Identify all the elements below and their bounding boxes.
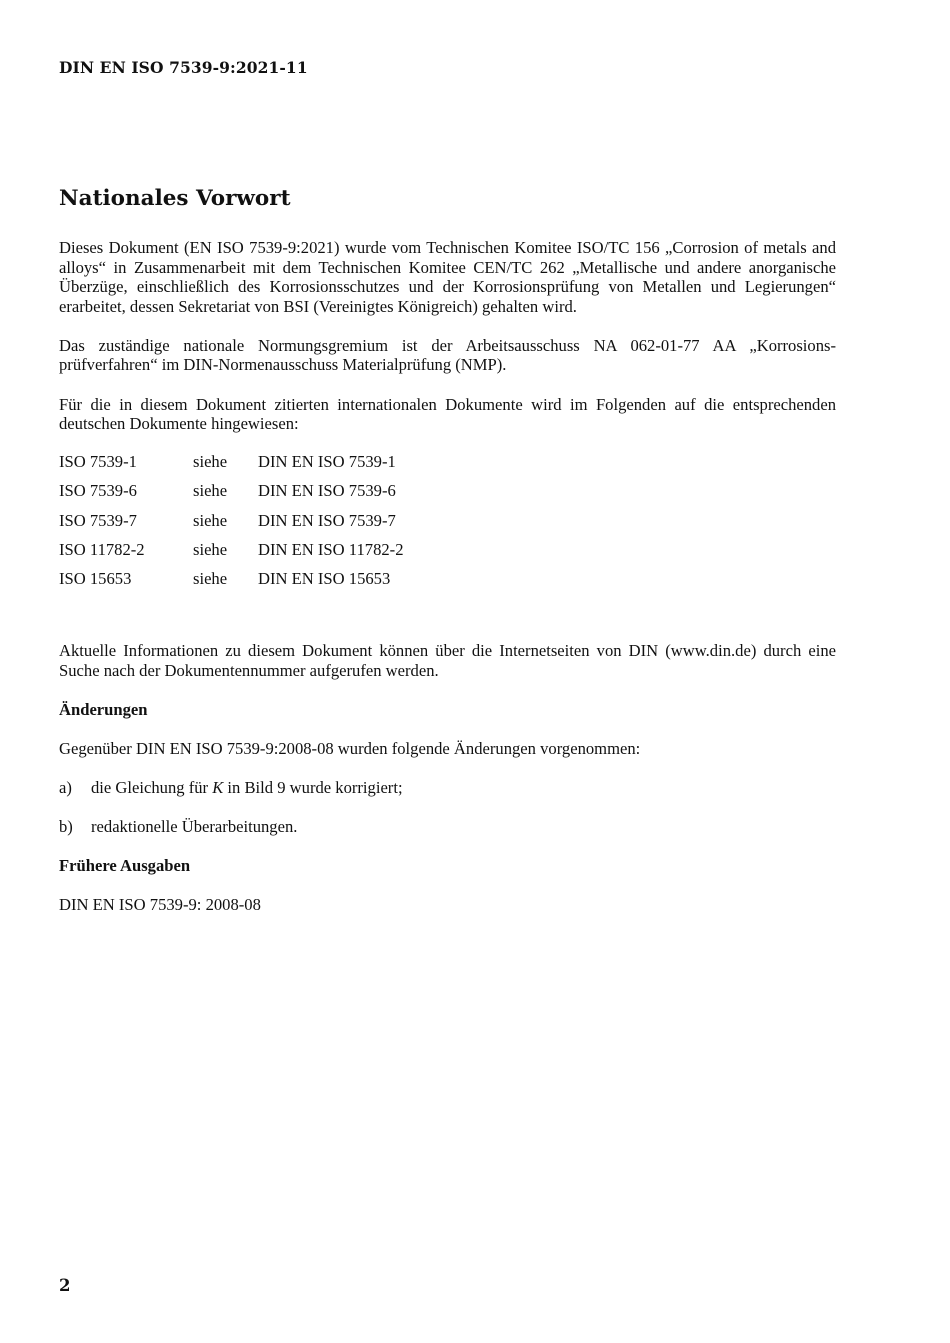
list-item <box>59 778 836 798</box>
symbol-k: K <box>212 778 224 798</box>
intro-paragraph: Dieses Dokument (EN ISO 7539-9:2021) wurde vom Technischen Komitee ISO/TC 156 „Corrosion of metals and alloys“ in Zusammenarbeit mit dem Technischen Komitee CEN/TC 262 „Metallische und andere anorganische Überzüge, einschließlich des Korrosionsschutzes und der Korrosionsprüfung von Metallen und Legierungen“ erarbeitet, dessen Sekretariat von BSI (Vereinigtes Königreich) gehalten wird. <box>59 238 836 316</box>
committee-paragraph: Das zuständige nationale Normungsgremium ist der Arbeitsausschuss NA 062-01-77 AA „Korrosions-prüfverfahren“ im DIN-Normenausschuss Materialprüfung (NMP). <box>59 335 836 375</box>
see-label: siehe <box>193 452 228 472</box>
document-header: DIN EN ISO 7539-9:2021-11 <box>59 58 308 77</box>
reference-table <box>59 452 404 598</box>
iso-reference: ISO 7539-6 <box>59 481 137 501</box>
table-row <box>59 569 404 598</box>
table-row <box>59 452 404 481</box>
din-reference: DIN EN ISO 11782-2 <box>258 539 404 559</box>
table-row <box>59 540 404 569</box>
iso-reference: ISO 11782-2 <box>59 539 145 559</box>
table-row <box>59 511 404 540</box>
see-label: siehe <box>193 539 228 559</box>
din-reference: DIN EN ISO 7539-7 <box>258 510 396 530</box>
din-reference: DIN EN ISO 15653 <box>258 569 391 588</box>
changes-heading: Änderungen <box>59 699 148 719</box>
table-row <box>59 481 404 510</box>
info-paragraph: Aktuelle Informationen zu diesem Dokument können über die Internetseiten von DIN (www.din.de) durch eine Suche nach der Dokumentennummer aufgerufen werden. <box>59 641 836 680</box>
iso-reference: ISO 7539-1 <box>59 452 137 472</box>
main-content <box>59 238 836 915</box>
previous-editions-text: DIN EN ISO 7539-9: 2008-08 <box>59 895 261 915</box>
page-title: Nationales Vorwort <box>59 186 291 211</box>
previous-editions-heading: Frühere Ausgaben <box>59 856 191 876</box>
list-text-start: die Gleichung für <box>91 778 213 798</box>
iso-reference: ISO 7539-7 <box>59 510 137 530</box>
din-reference: DIN EN ISO 7539-6 <box>258 481 396 501</box>
changes-intro: Gegenüber DIN EN ISO 7539-9:2008-08 wurden folgende Änderungen vorgenommen: <box>59 738 641 758</box>
see-label: siehe <box>193 569 228 588</box>
list-marker: a) <box>59 778 72 798</box>
references-intro-paragraph: Für die in diesem Dokument zitierten internationalen Dokumente wird im Folgenden auf die entsprechenden deutschen Dokumente hingewiesen: <box>59 394 836 434</box>
din-reference: DIN EN ISO 7539-1 <box>258 452 396 472</box>
see-label: siehe <box>193 510 228 530</box>
list-marker: b) <box>59 817 73 837</box>
list-text: redaktionelle Überarbeitungen. <box>91 817 298 837</box>
page-number: 2 <box>59 1276 71 1295</box>
iso-reference: ISO 15653 <box>59 569 132 588</box>
list-text <box>91 778 403 798</box>
see-label: siehe <box>193 481 228 501</box>
list-text-end: in Bild 9 wurde korrigiert; <box>223 778 403 798</box>
list-item <box>59 817 836 837</box>
